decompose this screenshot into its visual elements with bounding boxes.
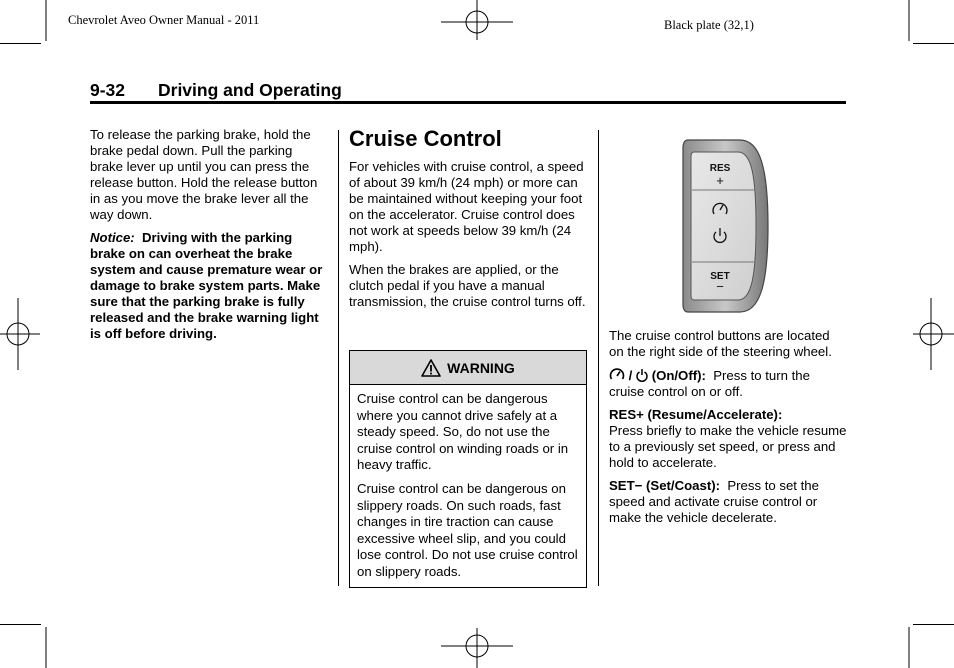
- buttons-location-text: The cruise control buttons are located on the right side of the steering wheel.: [609, 328, 832, 359]
- res-button-sign: +: [716, 173, 724, 188]
- section-heading: [90, 80, 342, 101]
- res-label: RES+ (Resume/Accelerate):: [609, 407, 783, 422]
- header-plate: Black plate (32,1): [664, 18, 754, 32]
- set-button-label: SET: [710, 271, 730, 282]
- warning-icon: [421, 359, 441, 377]
- header-manual-title: Chevrolet Aveo Owner Manual - 2011: [68, 13, 260, 27]
- page-number: 9-32: [90, 80, 126, 100]
- heading-rule: [90, 101, 846, 104]
- cruise-control-buttons-figure: [680, 138, 770, 314]
- notice-paragraph: [90, 230, 326, 342]
- warning-label: WARNING: [447, 359, 515, 376]
- power-icon: [636, 368, 648, 382]
- onoff-text: Press to turn the cruise control on or off.: [609, 368, 810, 399]
- cruise-speedometer-icon: [609, 367, 625, 382]
- set-text: Press to set the speed and activate cruise control or make the vehicle decelerate.: [609, 478, 819, 525]
- column-divider-2: [598, 130, 599, 586]
- warning-body: [350, 385, 586, 581]
- warning-header: [350, 351, 586, 385]
- res-text: Press briefly to make the vehicle resume to a previously set speed, or press and hold to accelerate.: [609, 423, 847, 470]
- column-divider-1: [338, 130, 339, 586]
- notice-text: Driving with the parking brake on can overheat the brake system and cause premature wear or damage to brake system parts. Make sure that the parking brake is fully released and the brake warning light is off before driving.: [90, 230, 323, 341]
- column-3: [609, 328, 847, 533]
- section-title: Driving and Operating: [158, 80, 342, 100]
- registration-mark-right: [913, 298, 954, 370]
- res-button-label: RES: [709, 163, 731, 174]
- column-2: [349, 127, 587, 317]
- set-label: SET− (Set/Coast):: [609, 478, 721, 493]
- registration-mark-bottom: [441, 628, 513, 668]
- registration-mark-left: [0, 298, 40, 370]
- onoff-separator: /: [628, 368, 633, 383]
- onoff-label: (On/Off):: [651, 368, 706, 383]
- cruise-brakes-text: When the brakes are applied, or the clutch pedal if you have a manual transmission, the cruise control turns off.: [349, 262, 586, 309]
- warning-box: [349, 350, 587, 588]
- set-button-sign: −: [716, 279, 724, 294]
- column-1: [90, 127, 326, 349]
- cruise-intro-text: For vehicles with cruise control, a speed of about 39 km/h (24 mph) or more can be maintained without keeping your foot on the accelerator. Cruise control does not work at speeds below 39 km/h (24 mph).: [349, 159, 584, 254]
- set-paragraph: [609, 478, 847, 526]
- warning-text-2: Cruise control can be dangerous on slippery roads. On such roads, fast changes in tire traction can cause excessive wheel slip, and you could lose control. Do not use cruise control on slippery roads.: [357, 480, 578, 579]
- parking-brake-release-text: To release the parking brake, hold the brake pedal down. Pull the parking brake lever up until you can press the release button. Hold the release button in as you move the brake lever all the way down.: [90, 127, 318, 222]
- res-paragraph: [609, 407, 847, 471]
- notice-label: Notice:: [90, 230, 135, 245]
- warning-text-1: Cruise control can be dangerous where you cannot drive safely at a steady speed. So, do not use the cruise control on winding roads or in heavy traffic.: [357, 391, 569, 473]
- registration-mark-top: [441, 0, 513, 40]
- page-title: Cruise Control: [349, 126, 502, 151]
- onoff-paragraph: [609, 367, 847, 400]
